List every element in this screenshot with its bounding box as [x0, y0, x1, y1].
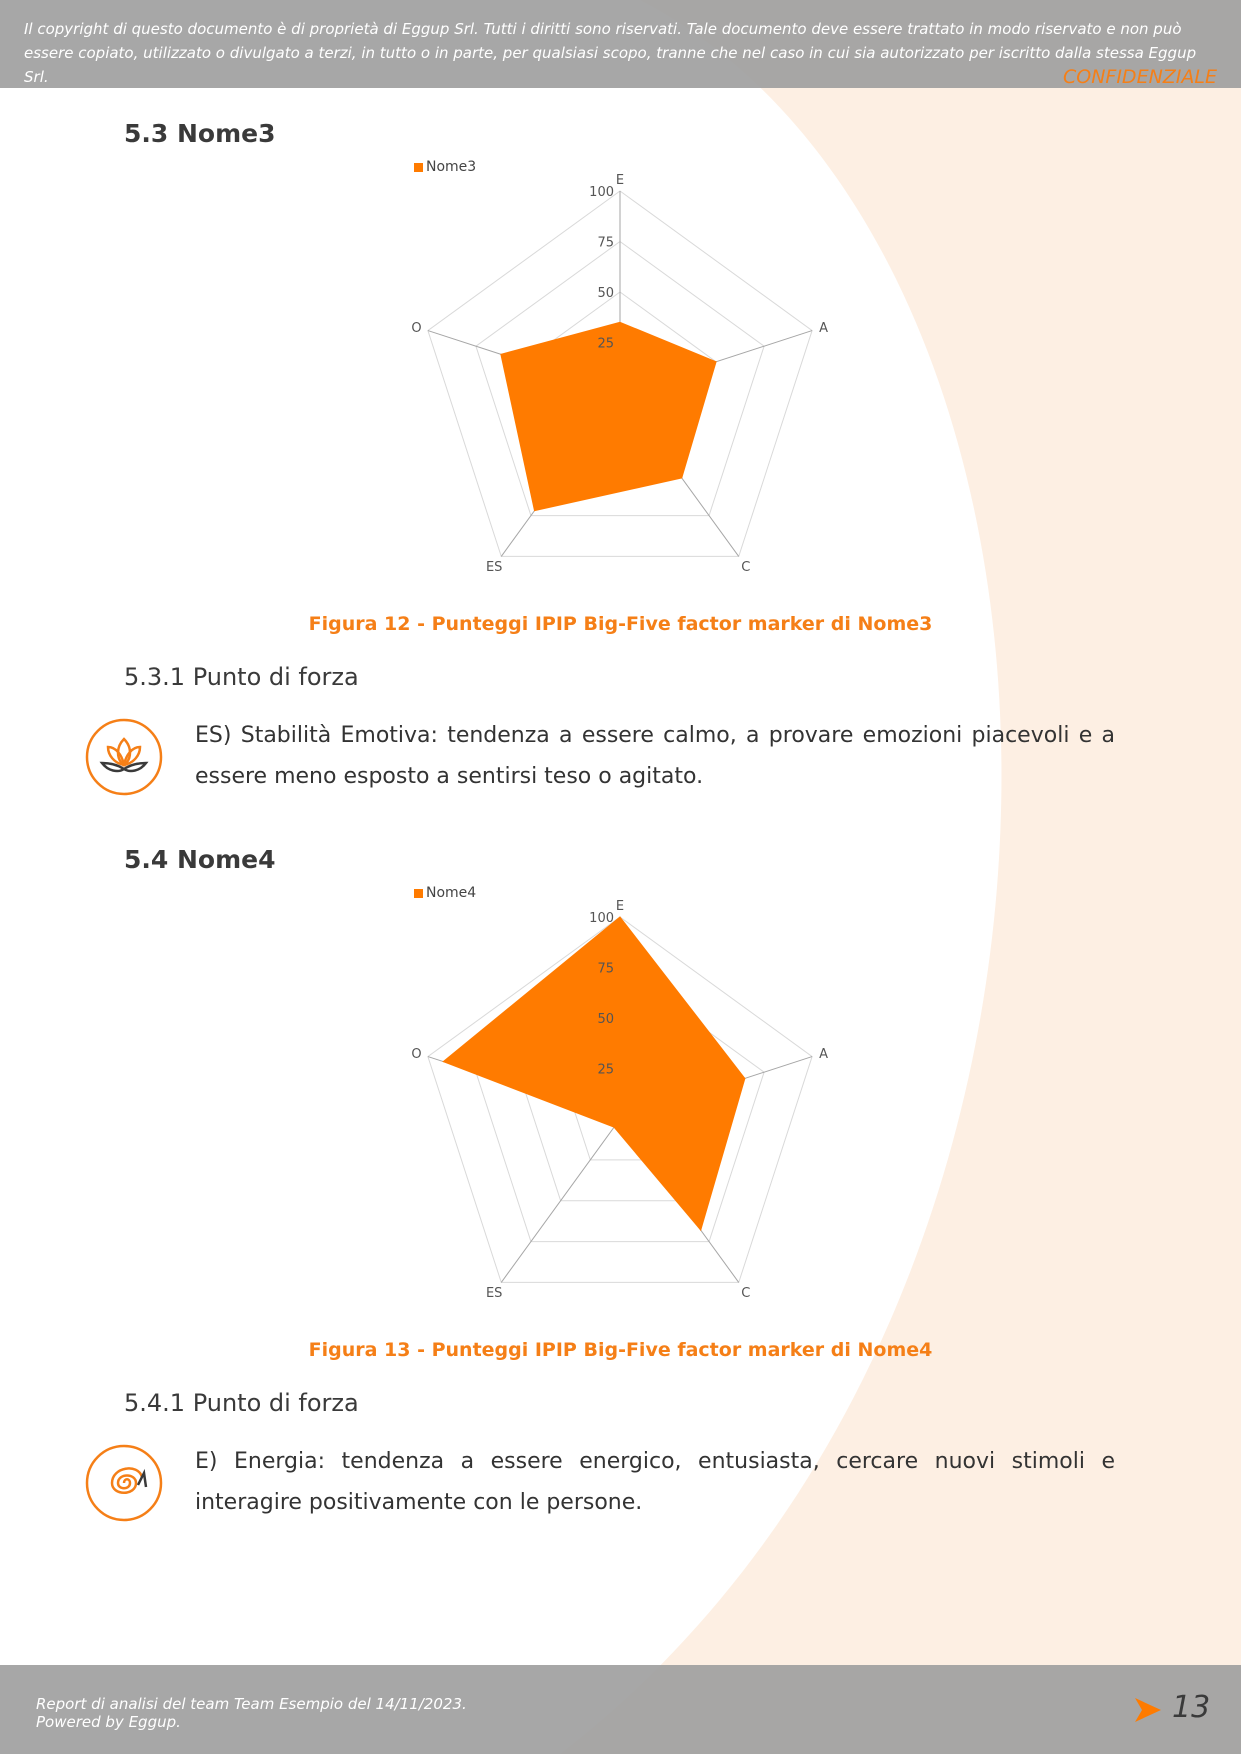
footer-text [36, 1695, 467, 1731]
category-label: O [411, 1046, 422, 1062]
category-label: ES [485, 560, 503, 576]
subsection-title: 5.3.1 Punto di forza [124, 663, 359, 691]
strength-description: ES) Stabilità Emotiva: tendenza a essere calmo, a provare emozioni piacevoli e a essere meno esposto a sentirsi teso o agitato. [195, 723, 1115, 789]
section-title: 5.3 Nome3 [124, 119, 276, 148]
confidential-label: CONFIDENZIALE [1062, 66, 1217, 88]
report-line: Report di analisi del team Team Esempio del 14/11/2023. [36, 1695, 467, 1713]
radar-chart [370, 170, 870, 590]
category-label: O [411, 320, 422, 336]
category-label: A [819, 320, 828, 336]
page-number: 13 [1172, 1690, 1211, 1725]
figure-caption: Figura 13 - Punteggi IPIP Big-Five factor marker di Nome4 [308, 1339, 933, 1361]
data-point [681, 477, 682, 478]
spiral-arrow-icon [84, 1443, 164, 1523]
header-band [0, 0, 1241, 88]
tick-label: 100 [589, 185, 614, 200]
data-point [716, 361, 717, 362]
strength-description: E) Energia: tendenza a essere energico, entusiasta, cercare nuovi stimoli e interagire positivamente con le persone. [195, 1449, 1115, 1515]
category-label: E [615, 899, 625, 914]
powered-by-line: Powered by Eggup. [36, 1713, 181, 1731]
data-point [620, 322, 621, 323]
legend-label: Nome4 [426, 885, 477, 901]
data-point [744, 1078, 745, 1079]
arrow-right-icon [1133, 1696, 1163, 1724]
category-label: E [615, 173, 625, 188]
figure-caption: Figura 12 - Punteggi IPIP Big-Five factor marker di Nome3 [308, 613, 933, 635]
data-point [500, 354, 501, 355]
footer-band [0, 1665, 1241, 1754]
tick-label: 100 [589, 911, 614, 926]
tick-label: 50 [597, 286, 614, 301]
category-label: A [819, 1046, 828, 1062]
data-point [614, 1127, 615, 1128]
tick-label: 75 [597, 961, 614, 977]
data-point [443, 1061, 444, 1062]
copyright-notice: Il copyright di questo documento è di proprietà di Eggup Srl. Tutti i diritti sono riservati. Tale documento deve essere trattato in modo riservato e non può essere copiato, utilizzato o divulgato a terzi, in tutto o in parte, per qualsiasi scopo, tranne che nel caso in cui sia autorizzato per iscritto dalla stessa Eggup Srl. [24, 20, 1197, 86]
data-area [443, 917, 745, 1230]
lotus-icon [84, 717, 164, 797]
data-point [620, 917, 621, 918]
section-title: 5.4 Nome4 [124, 845, 276, 874]
subsection-title: 5.4.1 Punto di forza [124, 1389, 359, 1417]
legend-label: Nome3 [426, 159, 477, 175]
data-point [534, 510, 535, 511]
category-label: ES [485, 1286, 503, 1302]
category-label: C [741, 560, 751, 576]
tick-label: 75 [597, 235, 614, 251]
radar-chart [370, 896, 870, 1316]
category-label: C [741, 1286, 751, 1302]
tick-label: 25 [597, 1062, 614, 1078]
tick-label: 50 [597, 1012, 614, 1027]
data-point [700, 1230, 701, 1231]
tick-label: 25 [597, 336, 614, 352]
